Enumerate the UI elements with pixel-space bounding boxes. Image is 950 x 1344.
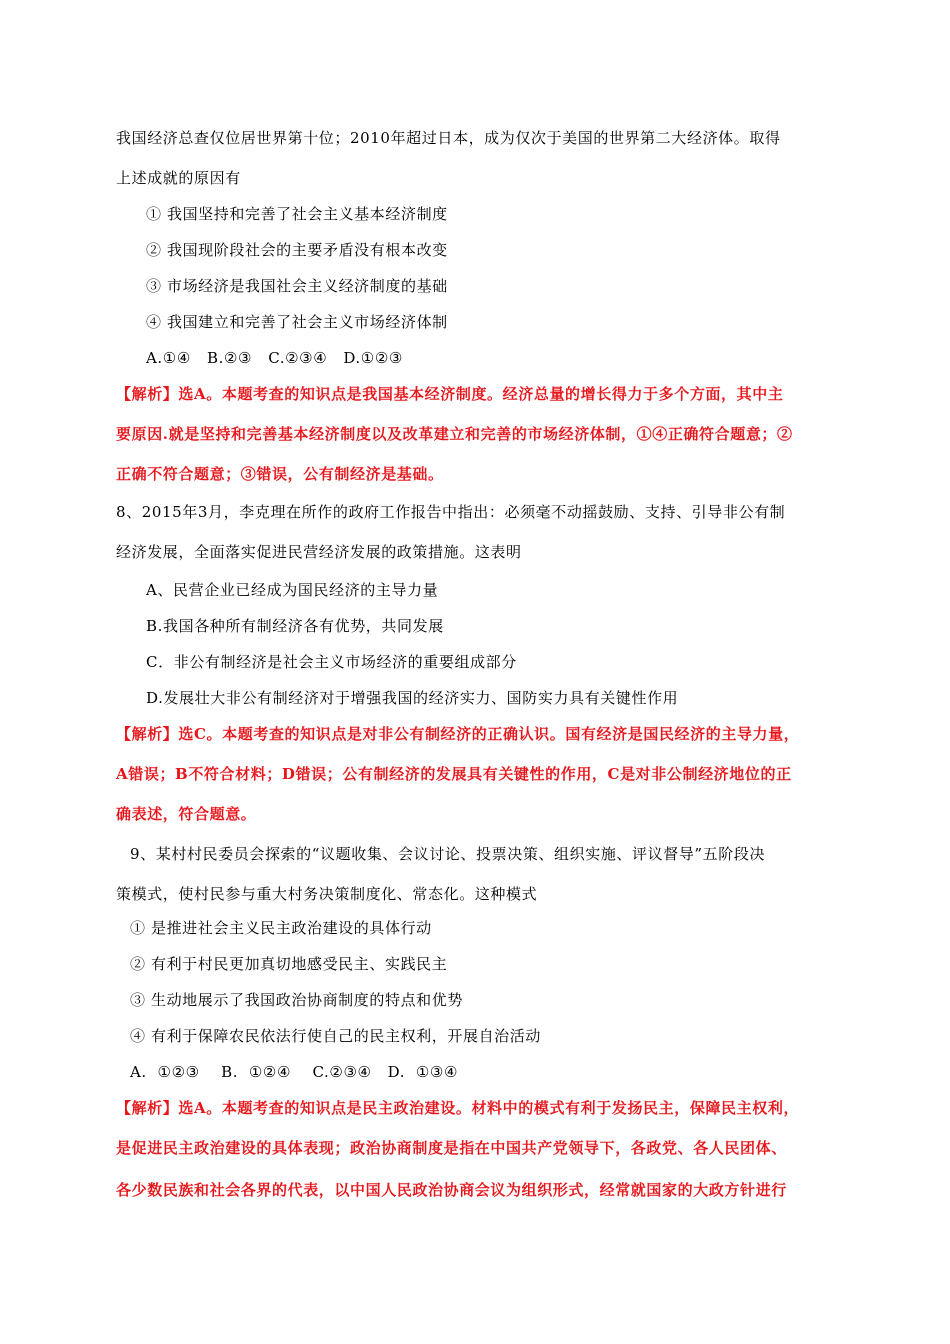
q7-item-1: ① 我国坚持和完善了社会主义基本经济制度	[146, 205, 448, 223]
q8-stem-line-2: 经济发展，全面落实促进民营经济发展的政策措施。这表明	[116, 543, 522, 561]
q9-item-2: ② 有利于村民更加真切地感受民主、实践民主	[130, 955, 448, 973]
q7-options: A.①④ B.②③ C.②③④ D.①②③	[146, 349, 403, 367]
q9-stem-line-2: 策模式，使村民参与重大村务决策制度化、常态化。这种模式	[116, 885, 538, 903]
q7-item-3: ③ 市场经济是我国社会主义经济制度的基础	[146, 277, 448, 295]
q8-stem-line-1: 8、2015年3月，李克理在所作的政府工作报告中指出：必须毫不动摇鼓励、支持、引导非公有制	[116, 503, 786, 521]
q8-analysis-line-3: 确表述，符合题意。	[116, 805, 257, 823]
q7-analysis-line-2: 要原因.就是坚持和完善基本经济制度以及改革建立和完善的市场经济体制，①④正确符合题意；②	[116, 425, 793, 443]
q9-item-4: ④ 有利于保障农民依法行使自己的民主权利，开展自治活动	[130, 1027, 541, 1045]
q8-option-b: B.我国各种所有制经济各有优势，共同发展	[146, 617, 444, 635]
q8-option-d: D.发展壮大非公有制经济对于增强我国的经济实力、国防实力具有关键性作用	[146, 689, 679, 707]
q7-stem-line-2: 上述成就的原因有	[116, 169, 241, 187]
q9-stem-line-1: 9、某村村民委员会探索的“议题收集、会议讨论、投票决策、组织实施、评议督导”五阶段决	[130, 845, 766, 863]
q7-analysis-line-1: 【解析】选A。本题考查的知识点是我国基本经济制度。经济总量的增长得力于多个方面，其中主	[116, 385, 784, 403]
q7-item-2: ② 我国现阶段社会的主要矛盾没有根本改变	[146, 241, 448, 259]
q7-analysis-line-3: 正确不符合题意；③错误，公有制经济是基础。	[116, 465, 444, 483]
q9-analysis-line-3: 各少数民族和社会各界的代表，以中国人民政治协商会议为组织形式，经常就国家的大政方针进行	[116, 1181, 787, 1199]
q7-stem-line-1: 我国经济总查仅位居世界第十位；2010年超过日本，成为仅次于美国的世界第二大经济体。取得	[116, 129, 781, 147]
q9-analysis-line-2: 是促进民主政治建设的具体表现；政治协商制度是指在中国共产党领导下，各政党、各人民团体、	[116, 1139, 787, 1157]
q8-analysis-line-1: 【解析】选C。本题考查的知识点是对非公有制经济的正确认识。国有经济是国民经济的主导力量，	[116, 725, 800, 743]
q7-item-4: ④ 我国建立和完善了社会主义市场经济体制	[146, 313, 448, 331]
q9-options: A. ①②③ B. ①②④ C.②③④ D. ①③④	[130, 1063, 458, 1081]
q8-option-c: C．非公有制经济是社会主义市场经济的重要组成部分	[146, 653, 517, 671]
q9-item-3: ③ 生动地展示了我国政治协商制度的特点和优势	[130, 991, 463, 1009]
q9-item-1: ① 是推进社会主义民主政治建设的具体行动	[130, 919, 432, 937]
q8-option-a: A、民营企业已经成为国民经济的主导力量	[146, 581, 439, 599]
q8-analysis-line-2: A错误；B不符合材料；D错误；公有制经济的发展具有关键性的作用，C是对非公制经济地位的正	[116, 765, 792, 783]
q9-analysis-line-1: 【解析】选A。本题考查的知识点是民主政治建设。材料中的模式有利于发扬民主，保障民主权利，	[116, 1099, 800, 1117]
